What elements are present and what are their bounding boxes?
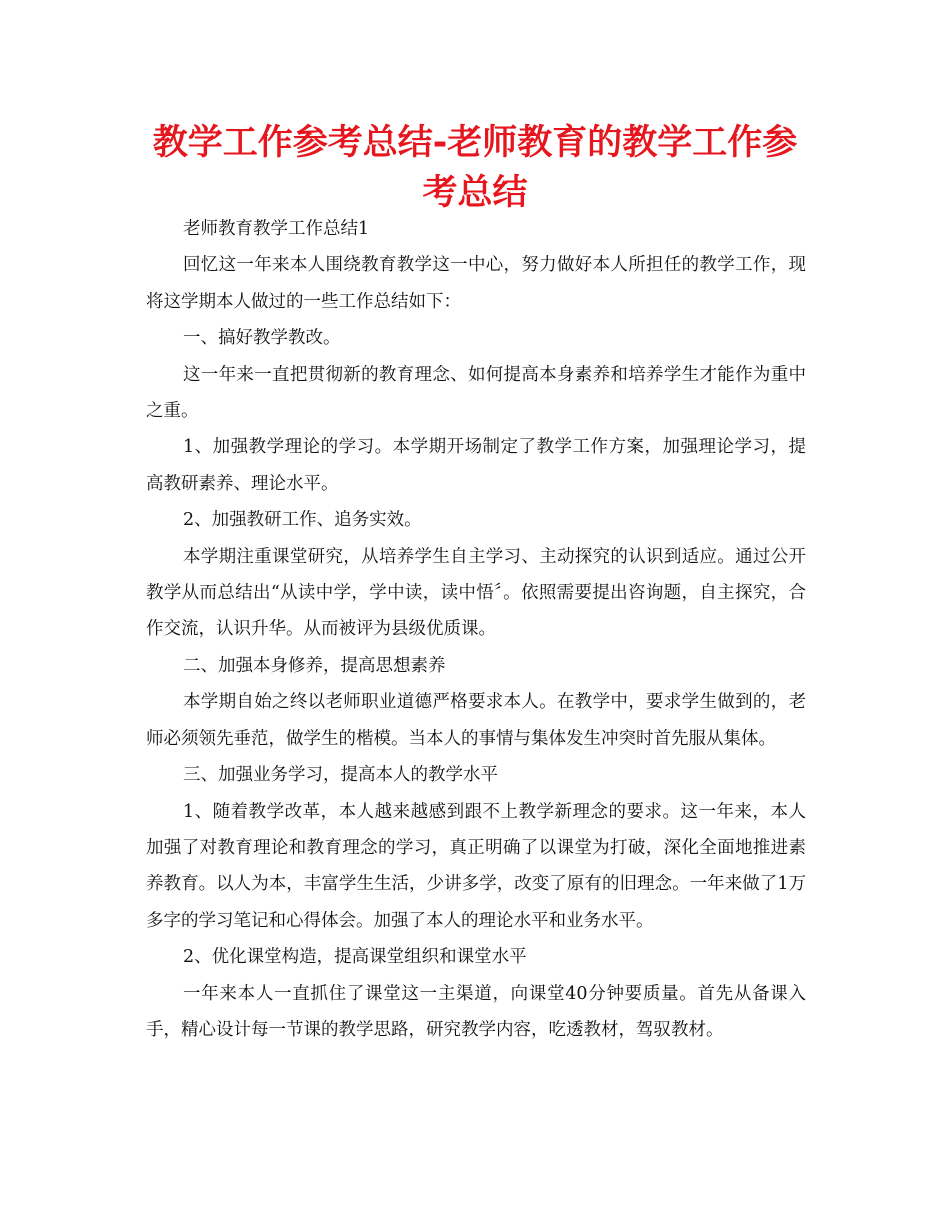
paragraph: 回忆这一年来本人围绕教育教学这一中心，努力做好本人所担任的教学工作，现将这学期本人做过的一些工作总结如下：	[146, 255, 806, 312]
paragraph: 本学期注重课堂研究，从培养学生自主学习、主动探究的认识到适应。通过公开教学从而总结出“从读中学，学中读，读中悟〞。依照需要提出咨询题，自主探究，合作交流，认识升华。从而被评为县级优质课。	[146, 546, 806, 640]
paragraph: 这一年来一直把贯彻新的教育理念、如何提高本身素养和培养学生才能作为重中之重。	[146, 364, 806, 422]
section-heading: 老师教育教学工作总结1	[183, 219, 370, 239]
section-heading: 2、优化课堂构造，提高课堂组织和课堂水平	[183, 947, 527, 968]
paragraph: 1、加强教学理论的学习。本学期开场制定了教学工作方案，加强理论学习，提高教研素养、理论水平。	[146, 437, 806, 494]
document-title: 教学工作参考总结-老师教育的教学工作参考总结	[152, 123, 798, 213]
section-heading: 三、加强业务学习，提高本人的教学水平	[183, 765, 498, 786]
paragraph: 1、随着教学改革，本人越来越感到跟不上教学新理念的要求。这一年来，本人加强了对教育理论和教育理念的学习，真正明确了以课堂为打破，深化全面地推进素养教育。以人为本，丰富学生生活，少讲多学，改变了原有的旧理念。一年来做了1万多字的学习笔记和心得体会。加强了本人的理论水平和业务水平。	[146, 801, 806, 931]
document-body	[146, 211, 806, 1048]
section-heading: 一、搞好教学教改。	[183, 328, 341, 349]
section-heading: 2、加强教研工作、追务实效。	[183, 510, 422, 531]
paragraph: 一年来本人一直抓住了课堂这一主渠道，向课堂40分钟要质量。首先从备课入手，精心设计每一节课的教学思路，研究教学内容，吃透教材，驾驭教材。	[146, 983, 806, 1040]
section-heading: 二、加强本身修养，提高思想素养	[183, 655, 446, 676]
paragraph: 本学期自始之终以老师职业道德严格要求本人。在教学中，要求学生做到的，老师必须领先垂范，做学生的楷模。当本人的事情与集体发生冲突时首先服从集体。	[146, 692, 806, 749]
